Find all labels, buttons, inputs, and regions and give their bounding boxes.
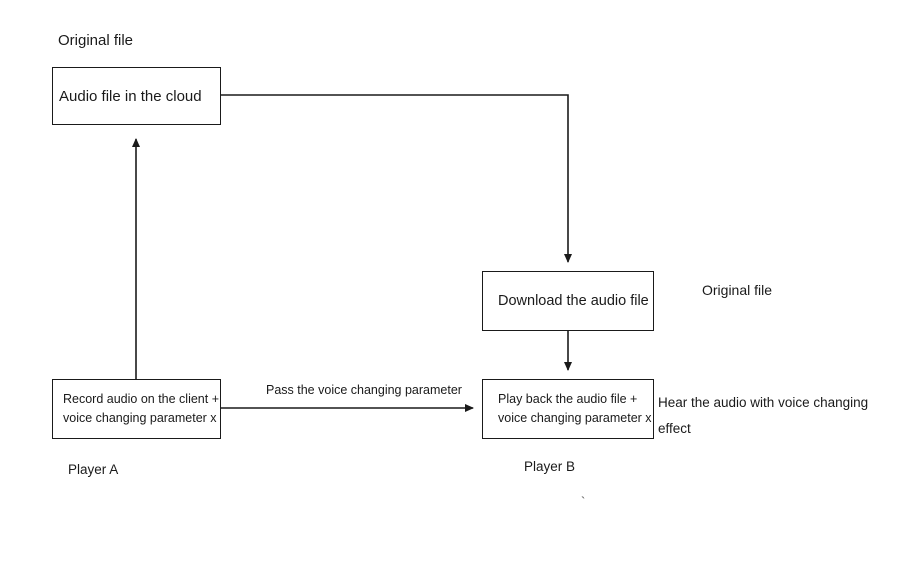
node-record-audio-on-the-client bbox=[52, 379, 221, 439]
node-play-back-the-audio-file bbox=[482, 379, 654, 439]
node-label: Audio file in the cloud bbox=[59, 87, 202, 105]
node-label-line-2: voice changing parameter x bbox=[63, 411, 217, 425]
label-hear-the-audio-with-voice-changing-effect: Hear the audio with voice changing effect bbox=[658, 395, 869, 436]
arrow-cloud-to-download bbox=[221, 95, 568, 262]
edge-label-pass-voice-changing-parameter: Pass the voice changing parameter bbox=[266, 383, 462, 397]
stray-tick-mark: ` bbox=[581, 494, 586, 509]
label-player-b: Player B bbox=[524, 459, 576, 474]
node-label: Download the audio file bbox=[498, 293, 649, 309]
label-original-file-top: Original file bbox=[58, 32, 134, 49]
label-original-file-right: Original file bbox=[702, 282, 773, 298]
node-download-the-audio-file bbox=[482, 271, 654, 331]
node-label-line-1: Play back the audio file + bbox=[498, 392, 638, 406]
node-label-line-1: Record audio on the client + bbox=[63, 392, 220, 406]
node-label-line-2: voice changing parameter x bbox=[498, 411, 652, 425]
node-audio-file-in-the-cloud bbox=[52, 67, 221, 125]
label-player-a: Player A bbox=[68, 462, 119, 477]
